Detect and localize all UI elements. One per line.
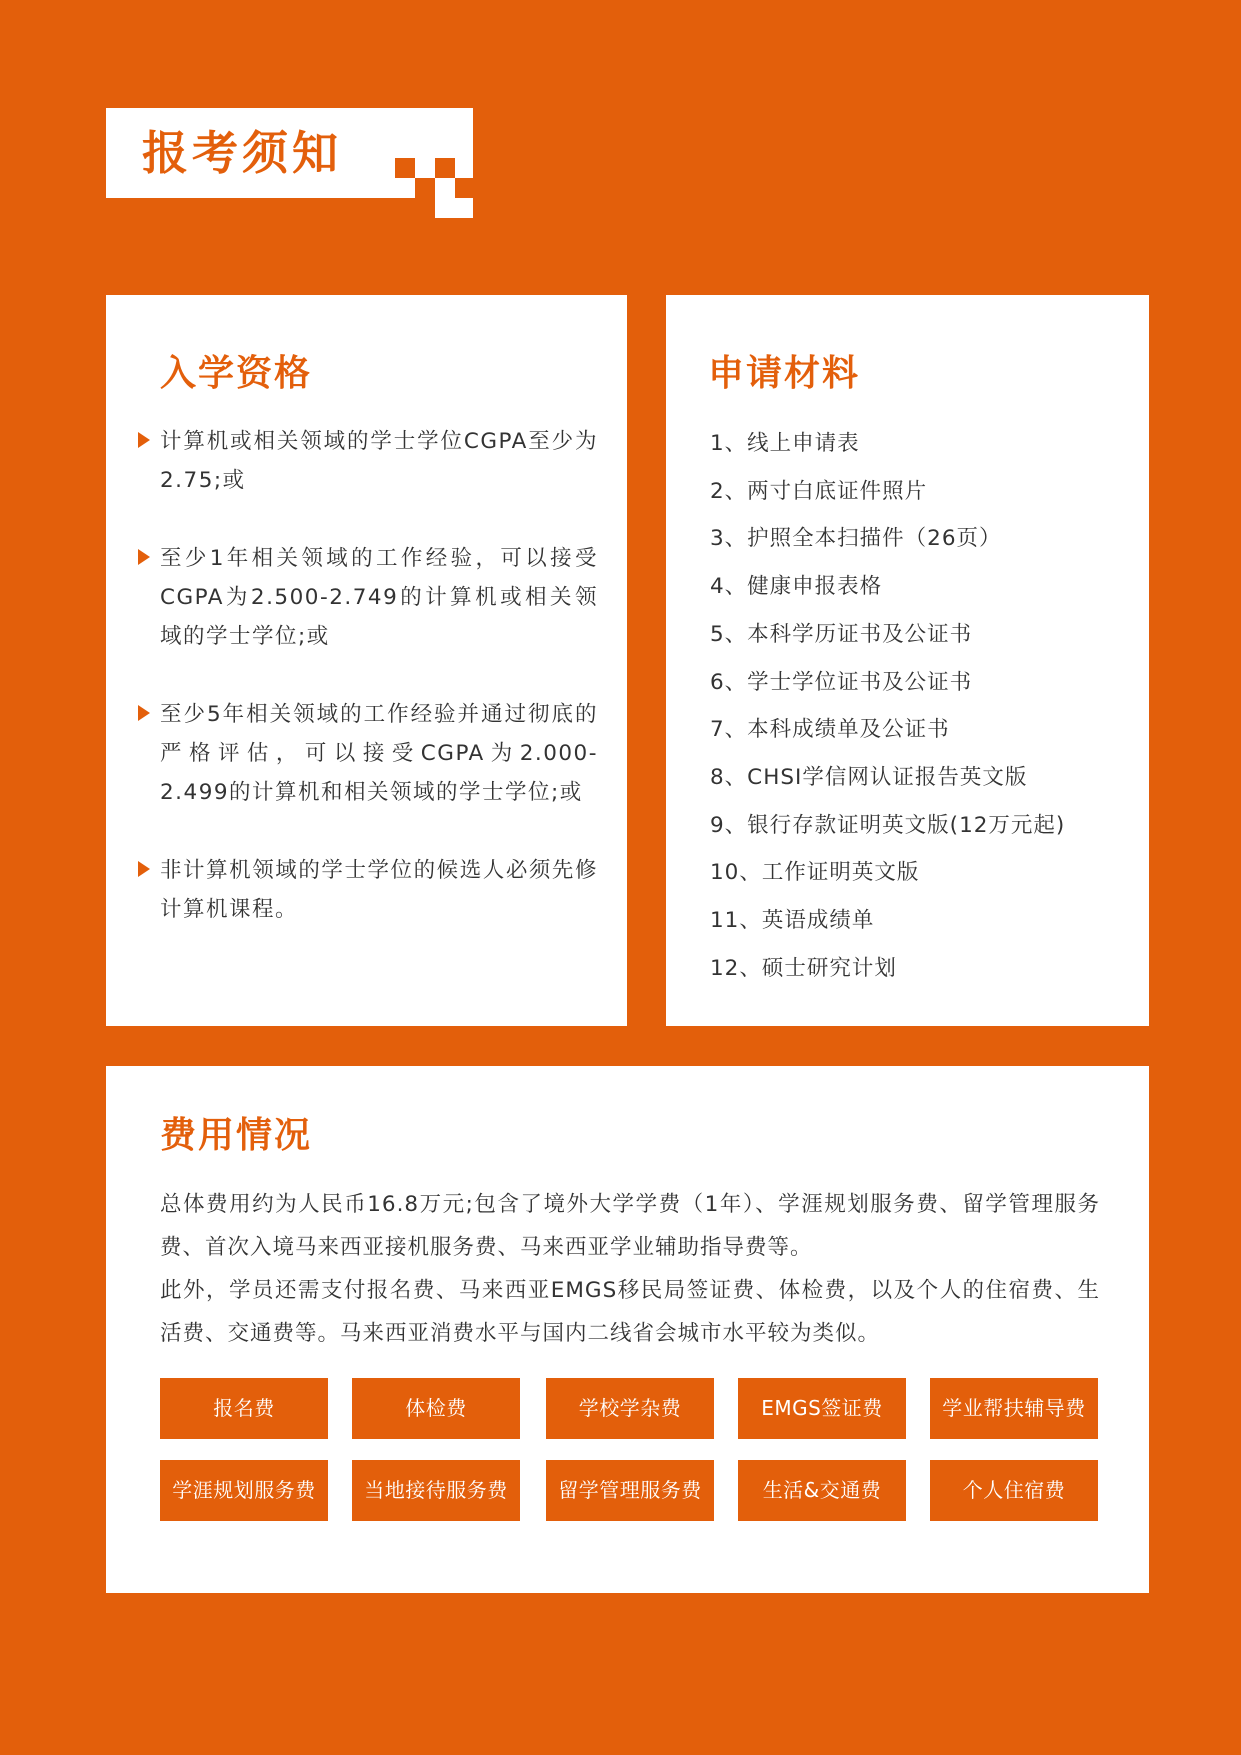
eligibility-item: 至少5年相关领域的工作经验并通过彻底的严格评估，可以接受CGPA为2.000-2.499的计算机和相关领域的学士学位;或 xyxy=(138,695,598,812)
fee-tag: EMGS签证费 xyxy=(738,1378,906,1439)
materials-item: 4、健康申报表格 xyxy=(710,574,883,600)
materials-item: 9、银行存款证明英文版(12万元起) xyxy=(710,812,1066,838)
checker-square-1 xyxy=(395,158,415,178)
materials-list xyxy=(710,420,1065,992)
materials-item: 11、英语成绩单 xyxy=(710,908,875,934)
fee-tag: 留学管理服务费 xyxy=(546,1460,714,1521)
materials-item: 5、本科学历证书及公证书 xyxy=(710,621,973,647)
fee-tag: 学校学杂费 xyxy=(546,1378,714,1439)
fees-description xyxy=(160,1183,1100,1355)
materials-heading: 申请材料 xyxy=(708,353,861,394)
materials-item: 7、本科成绩单及公证书 xyxy=(710,717,950,743)
checker-square-5 xyxy=(435,198,455,218)
materials-item: 2、两寸白底证件照片 xyxy=(710,478,928,504)
triangle-bullet-icon xyxy=(138,705,150,721)
materials-item: 6、学士学位证书及公证书 xyxy=(710,669,973,695)
materials-item: 1、线上申请表 xyxy=(710,431,860,456)
materials-item: 8、CHSI学信网认证报告英文版 xyxy=(710,764,1028,790)
fee-tag: 学业帮扶辅导费 xyxy=(930,1378,1098,1439)
triangle-bullet-icon xyxy=(138,861,150,877)
checker-square-4 xyxy=(455,178,473,198)
materials-item: 12、硕士研究计划 xyxy=(710,955,897,981)
checker-square-7 xyxy=(453,198,473,218)
checker-square-3 xyxy=(415,178,435,198)
eligibility-item: 至少1年相关领域的工作经验，可以接受CGPA为2.500-2.749的计算机或相关领域的学士学位;或 xyxy=(138,539,598,656)
eligibility-item: 非计算机领域的学士学位的候选人必须先修计算机课程。 xyxy=(138,851,598,929)
triangle-bullet-icon xyxy=(138,549,150,565)
materials-item: 10、工作证明英文版 xyxy=(710,860,920,886)
triangle-bullet-icon xyxy=(138,432,150,448)
fee-tag: 报名费 xyxy=(160,1378,328,1439)
fees-heading: 费用情况 xyxy=(160,1115,313,1156)
fee-tag: 个人住宿费 xyxy=(930,1460,1098,1521)
materials-item: 3、护照全本扫描件（26页） xyxy=(710,526,1002,552)
eligibility-heading: 入学资格 xyxy=(160,353,313,394)
checker-square-2 xyxy=(435,158,455,178)
fee-tag: 学涯规划服务费 xyxy=(160,1460,328,1521)
fee-tag: 当地接待服务费 xyxy=(352,1460,520,1521)
fees-paragraph: 总体费用约为人民币16.8万元;包含了境外大学学费（1年）、学涯规划服务费、留学管理服务费、首次入境马来西亚接机服务费、马来西亚学业辅助指导费等。 xyxy=(160,1192,1100,1260)
fee-tag: 生活&交通费 xyxy=(738,1460,906,1521)
eligibility-item: 计算机或相关领域的学士学位CGPA至少为2.75;或 xyxy=(138,422,598,500)
eligibility-list xyxy=(138,422,598,968)
fee-tag: 体检费 xyxy=(352,1378,520,1439)
page-title: 报考须知 xyxy=(142,126,342,180)
fees-paragraph: 此外，学员还需支付报名费、马来西亚EMGS移民局签证费、体检费，以及个人的住宿费、生活费、交通费等。马来西亚消费水平与国内二线省会城市水平较为类似。 xyxy=(160,1278,1100,1346)
